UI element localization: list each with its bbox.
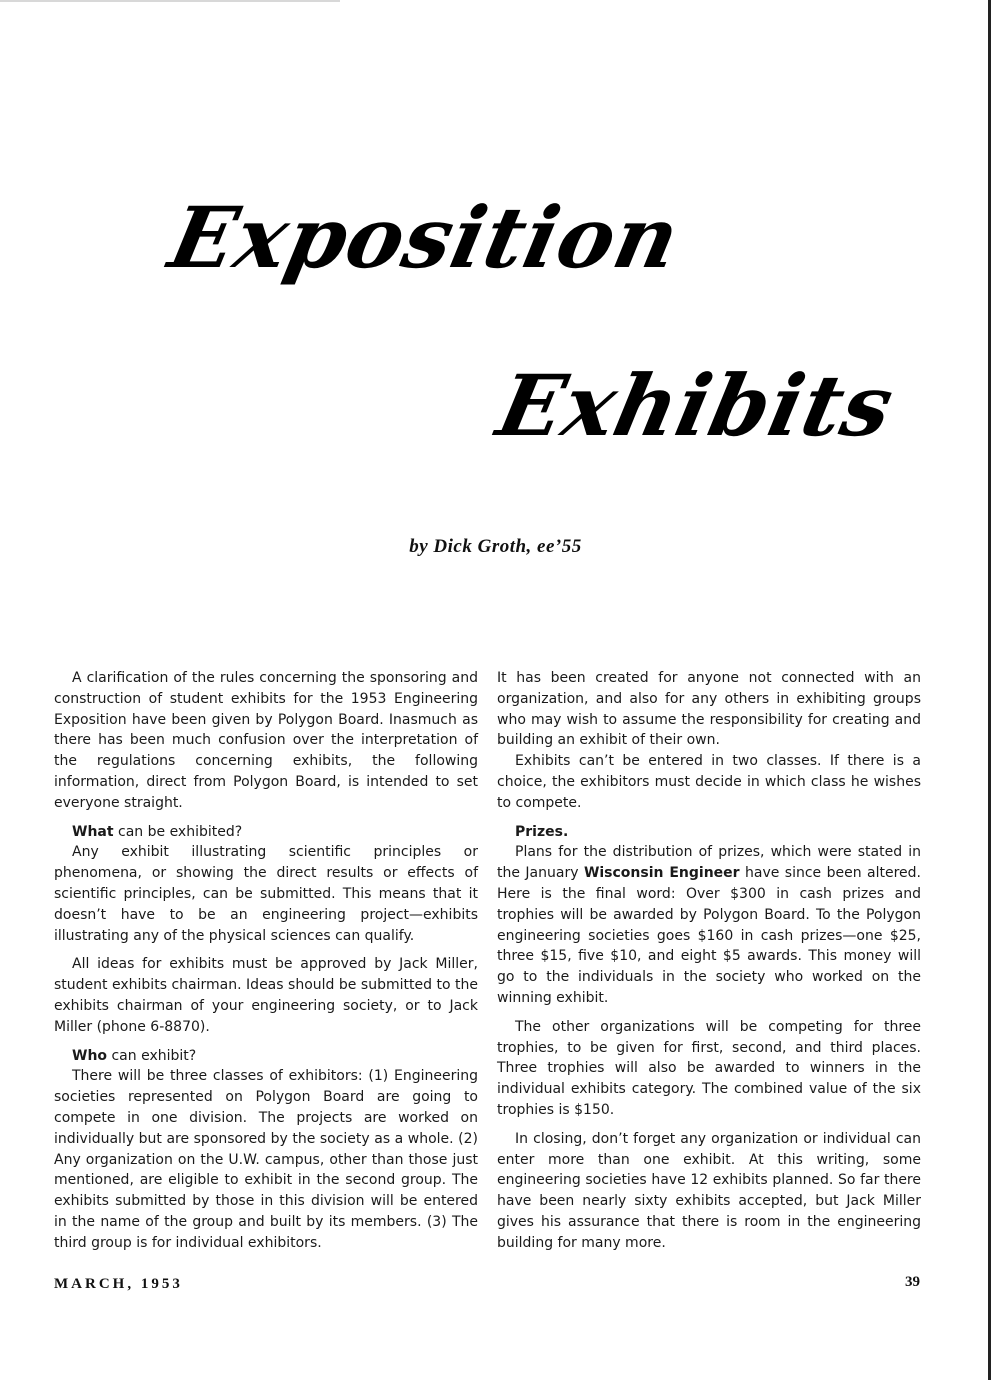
- what-heading-rest: can be exhibited?: [113, 823, 243, 840]
- prizes-text-a: Plans for the distribution of prizes, which were stated in the January: [497, 844, 921, 882]
- right-column: [497, 668, 921, 1254]
- prizes-heading: Prizes.: [515, 823, 569, 840]
- top-rule: [0, 0, 340, 2]
- ideas-paragraph: All ideas for exhibits must be approved by Jack Miller, student exhibits chairman. Ideas should be submitted to the exhibits chairman of your engineering society, or to Jack Miller (phone 6-8870).: [54, 956, 478, 1035]
- other-orgs-paragraph: The other organizations will be competing for three trophies, to be given for first, second, and third places. Three trophies will also be awarded to winners in the individual exhibits category. The combined value of the six trophies is $150.: [497, 1018, 921, 1118]
- magazine-name: Wisconsin Engineer: [583, 865, 740, 882]
- what-heading: [54, 822, 478, 843]
- prizes-paragraph: [497, 842, 921, 1008]
- intro-paragraph: A clarification of the rules concerning the sponsoring and construction of student exhibits for the 1953 Engineering Exposition have been given by Polygon Board. Inasmuch as there has been much confusion over the interpretation of the regulations concerning exhibits, the following information, direct from Polygon Board, is intended to set everyone straight.: [54, 670, 478, 811]
- closing-paragraph: In closing, don’t forget any organization or individual can enter more than one exhibit. At this writing, some engineering societies have 12 exhibits planned. So far there have been nearly sixty exhibits accepted, but Jack Miller gives his assurance that there is room in the engineering building for many more.: [497, 1130, 921, 1251]
- continued-paragraph: It has been created for anyone not connected with an organization, and also for any others in exhibiting groups who may wish to assume the responsibility for creating and building an exhibit of their own.: [497, 670, 921, 749]
- title-line-2: Exhibits: [489, 356, 903, 455]
- page-number: 39: [905, 1274, 920, 1290]
- who-heading-bold: Who: [72, 1047, 108, 1064]
- who-paragraph: There will be three classes of exhibitors: (1) Engineering societies represented on Polygon Board are going to compete in one division. The projects are worked on individually but are sponsored by the society as a whole. (2) Any organization on the U.W. campus, other than those just mentioned, are eligible to exhibit in the second group. The exhibits submitted by those in this division will be entered in the name of the group and built by its members. (3) The third group is for individual exhibitors.: [54, 1068, 478, 1251]
- who-heading-rest: can exhibit?: [107, 1047, 197, 1064]
- what-heading-bold: What: [72, 823, 114, 840]
- left-column: [54, 668, 478, 1254]
- issue-date: MARCH, 1953: [54, 1276, 183, 1292]
- prizes-text-b: have since been altered. Here is the final word: Over $300 in cash prizes and trophies will be awarded by Polygon Board. To the Polygon engineering societies goes $160 in cash prizes—one $25, three $15, five $10, and eight $5 awards. This money will go to the individuals in the society who worked on the winning exhibit.: [497, 865, 921, 1006]
- what-paragraph: Any exhibit illustrating scientific principles or phenomena, or showing the direct results or effects of scientific principles, can be submitted. This means that it doesn’t have to be an engineering project—exhibits illustrating any of the physical sciences can qualify.: [54, 844, 478, 944]
- classes-paragraph: Exhibits can’t be entered in two classes. If there is a choice, the exhibitors must decide in which class he wishes to compete.: [497, 753, 921, 811]
- title-line-1: Exposition: [161, 188, 689, 287]
- who-heading: [54, 1046, 478, 1067]
- byline: by Dick Groth, ee’55: [409, 536, 582, 557]
